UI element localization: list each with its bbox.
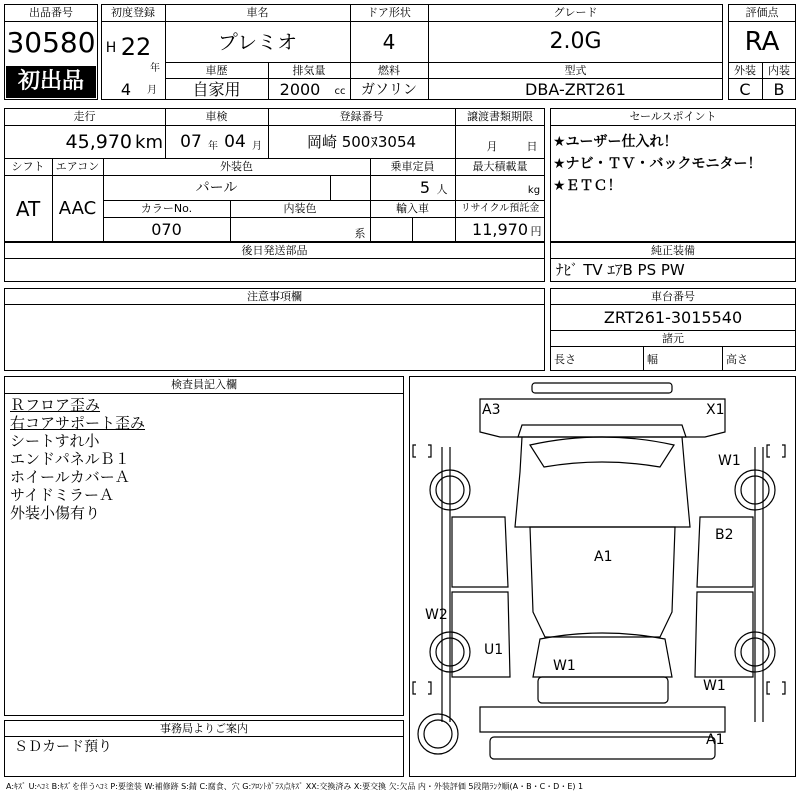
reg-month: 4 bbox=[120, 80, 132, 99]
car-diagram-svg bbox=[410, 377, 795, 776]
mark-w1-right-rear: W1 bbox=[703, 678, 726, 694]
plate-value: 岡崎 500ﾇ3054 bbox=[306, 133, 417, 151]
mark-w1-rear: W1 bbox=[553, 658, 576, 674]
recycle-label: リサイクル預託金 bbox=[460, 202, 540, 214]
sales-point-item: ★ユーザー仕入れ！ bbox=[553, 134, 678, 150]
reg-month-unit: 月 bbox=[147, 85, 157, 96]
front-bumper-shape bbox=[532, 383, 672, 393]
model-value: DBA-ZRT261 bbox=[525, 79, 626, 99]
mileage-value: 45,970 bbox=[65, 131, 132, 153]
inspector-note: 外装小傷有り bbox=[10, 504, 101, 522]
model-label: 型式 bbox=[564, 63, 587, 77]
int-eval-label: 内装 bbox=[768, 63, 790, 77]
seats-unit: 人 bbox=[436, 182, 448, 196]
inspector-note: シートすれ小 bbox=[10, 432, 100, 450]
load-unit: kg bbox=[527, 185, 541, 196]
front-grille bbox=[518, 425, 686, 437]
recycle-unit: 円 bbox=[530, 224, 542, 238]
eval-value: RA bbox=[744, 27, 780, 57]
sales-points-list bbox=[553, 131, 793, 197]
mark-a1-roof: A1 bbox=[594, 549, 613, 565]
seats-label: 乗車定員 bbox=[390, 160, 435, 173]
rear-bumper-shape bbox=[490, 737, 715, 759]
reg-year: 22 bbox=[120, 33, 152, 61]
mileage-label: 走行 bbox=[73, 110, 96, 123]
history-value: 自家用 bbox=[192, 79, 241, 99]
plate-label: 登録番号 bbox=[339, 110, 384, 123]
legend-text: A:ｷｽﾞ U:ﾍｺﾐ B:ｷｽﾞを伴うﾍｺﾐ P:要塗装 W:補修跡 S:錆 C:腐食、穴 G:ﾌﾛﾝﾄｶﾞﾗｽ点ｷｽﾞ XX:交換済み X:要交換 欠:欠品 内・外装評価 5段階ﾗﾝｸ順(A・B・C・D・E) 1 bbox=[6, 782, 584, 791]
windshield-shape bbox=[530, 437, 674, 467]
seats-value: 5 bbox=[419, 178, 430, 197]
transfer-day-unit: 日 bbox=[526, 139, 538, 153]
inspection-month-unit: 月 bbox=[252, 141, 262, 152]
inspector-note: ホイールカバーＡ bbox=[10, 468, 130, 486]
mileage-unit: km bbox=[135, 131, 163, 153]
colorno-value: 070 bbox=[151, 220, 182, 239]
later-parts-label: 後日発送部品 bbox=[241, 243, 308, 257]
displacement-value: 2000 bbox=[279, 79, 321, 99]
chassis-label: 車台番号 bbox=[651, 289, 695, 303]
mark-a1-bumper: A1 bbox=[706, 732, 725, 748]
history-label: 車歴 bbox=[205, 63, 228, 77]
office-label: 事務局よりご案内 bbox=[160, 721, 248, 735]
ext-eval-value: C bbox=[739, 79, 751, 99]
color-value: パール bbox=[195, 180, 238, 196]
colorno-label: カラーNo. bbox=[140, 202, 193, 215]
car-name: プレミオ bbox=[217, 30, 298, 54]
shift-label: シフト bbox=[11, 160, 45, 173]
first-listing-badge: 初出品 bbox=[6, 66, 96, 98]
ext-eval-label: 外装 bbox=[734, 63, 756, 77]
recycle-value: 11,970 bbox=[472, 220, 528, 239]
aircon-label: エアコン bbox=[55, 160, 100, 173]
name-label: 車名 bbox=[246, 6, 269, 19]
lot-label: 出品番号 bbox=[29, 6, 73, 19]
color-label: 外装色 bbox=[220, 160, 253, 173]
office-note: ＳＤカード預り bbox=[14, 739, 112, 755]
grade-label: グレード bbox=[553, 6, 598, 19]
sales-point-item: ★ＥＴＣ！ bbox=[553, 178, 622, 194]
transfer-month-unit: 月 bbox=[486, 139, 498, 153]
door-value: 4 bbox=[382, 30, 396, 54]
inspector-note: 右コアサポート歪み bbox=[10, 414, 146, 432]
displacement-label: 排気量 bbox=[292, 63, 326, 77]
reg-year-unit: 年 bbox=[150, 63, 160, 74]
dims-length-label: 長さ bbox=[554, 352, 576, 366]
grade-value: 2.0G bbox=[549, 29, 602, 54]
mark-w2: W2 bbox=[425, 607, 448, 623]
fuel-value: ガソリン bbox=[361, 81, 417, 98]
mark-w1-right-front: W1 bbox=[718, 453, 741, 469]
inspection-year: 07 bbox=[180, 132, 202, 152]
reg-era: H bbox=[105, 40, 117, 56]
aircon-value: AAC bbox=[58, 198, 97, 219]
equipment-label: 純正装備 bbox=[651, 243, 695, 257]
import-label: 輸入車 bbox=[396, 202, 429, 215]
eval-label: 評価点 bbox=[745, 6, 779, 19]
fuel-label: 燃料 bbox=[378, 63, 400, 77]
mark-a3: A3 bbox=[482, 402, 501, 418]
notes-label: 注意事項欄 bbox=[247, 289, 302, 303]
displacement-unit: cc bbox=[334, 86, 346, 97]
sales-point-item: ★ナビ・ＴＶ・バックモニター！ bbox=[553, 156, 762, 172]
reg-label: 初度登録 bbox=[111, 6, 155, 19]
inspection-month: 04 bbox=[224, 132, 246, 152]
inspector-note: Ｒフロア歪み bbox=[10, 396, 101, 414]
chassis-value: ZRT261-3015540 bbox=[603, 307, 743, 327]
inspector-note: サイドミラーＡ bbox=[10, 486, 114, 504]
car-diagram bbox=[409, 376, 796, 777]
sales-points-label: セールスポイント bbox=[629, 110, 717, 123]
shift-value: AT bbox=[15, 197, 41, 221]
mark-u1: U1 bbox=[484, 642, 504, 658]
dims-height-label: 高さ bbox=[726, 352, 748, 366]
front-outline bbox=[480, 399, 725, 437]
interior-label: 内装色 bbox=[283, 202, 317, 215]
lot-number: 30580 bbox=[6, 26, 96, 59]
inspection-label: 車検 bbox=[205, 110, 228, 123]
inspector-notes-list bbox=[10, 396, 400, 522]
inspector-label: 検査員記入欄 bbox=[171, 378, 237, 391]
mark-x1: X1 bbox=[706, 402, 725, 418]
interior-unit: 系 bbox=[354, 226, 366, 240]
door-label: ドア形状 bbox=[367, 6, 411, 19]
mark-b2: B2 bbox=[715, 527, 734, 543]
int-eval-value: B bbox=[773, 79, 785, 99]
equipment-value: ﾅﾋﾞ TV ｴｱB PS PW bbox=[556, 261, 685, 279]
inspector-note: エンドパネルＢ１ bbox=[10, 450, 130, 468]
load-label: 最大積載量 bbox=[472, 160, 528, 173]
transfer-label: 譲渡書類期限 bbox=[467, 110, 533, 123]
inspection-year-unit: 年 bbox=[208, 141, 218, 152]
roof-shape bbox=[530, 527, 675, 637]
dims-width-label: 幅 bbox=[647, 352, 658, 366]
dims-label: 諸元 bbox=[662, 331, 684, 345]
